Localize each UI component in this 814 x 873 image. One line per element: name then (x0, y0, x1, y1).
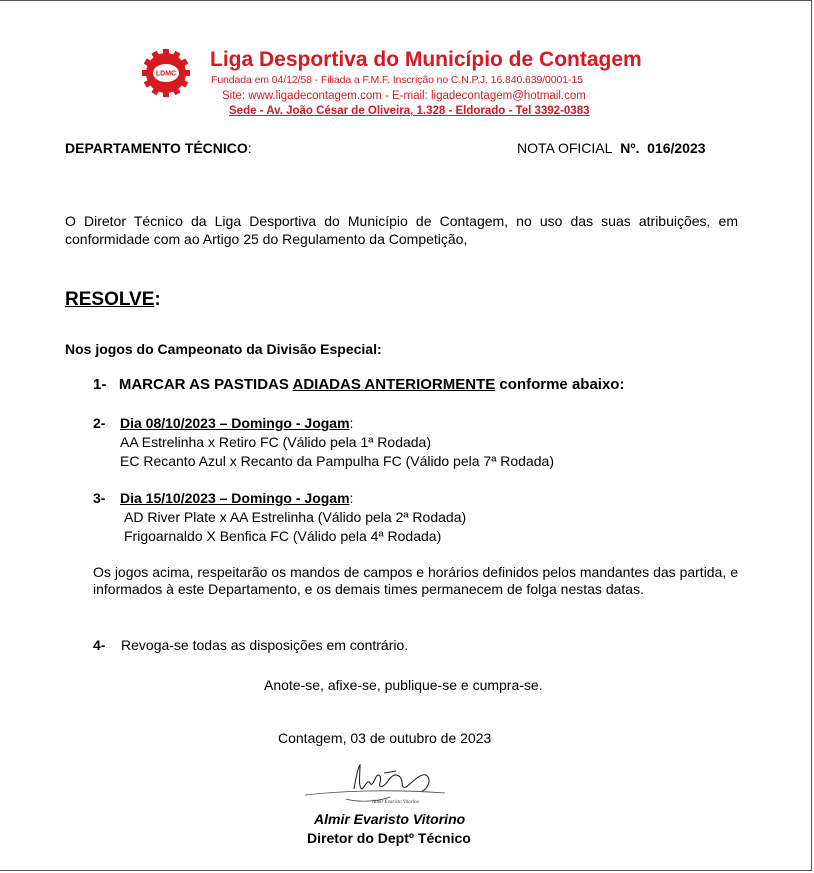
handwritten-signature (300, 759, 450, 819)
signatory-name: Almir Evaristo Vitorino (314, 811, 466, 827)
logo-text: LDMC (155, 70, 177, 78)
league-address: Sede - Av. João César de Oliveira, 1.328 - Eldorado - Tel 3392-0383 (229, 105, 590, 117)
item-2-game-1: AA Estrelinha x Retiro FC (Válido pela 1ª Rodada) (120, 434, 432, 450)
signatory-role: Diretor do Deptº Técnico (307, 830, 471, 846)
closing-formula: Anote-se, afixe-se, publique-se e cumpra-se. (264, 677, 543, 693)
item-3-game-2: Frigoarnaldo X Benfica FC (Válido pela 4ª Rodada) (124, 528, 442, 544)
item-3-game-1: AD River Plate x AA Estrelinha (Válido pela 2ª Rodada) (124, 509, 467, 525)
resolve-heading: RESOLVE: (65, 289, 161, 310)
league-contact: Site: www.ligadecontagem.com - E-mail: ligadecontagem@hotmail.com (222, 90, 586, 102)
nota-oficial: NOTA OFICIAL Nº. 016/2023 (517, 140, 706, 156)
item-2-day: Dia 08/10/2023 – Domingo - Jogam: (120, 415, 354, 431)
item-4: 4- Revoga-se todas as disposições em contrário. (93, 637, 409, 653)
subheading: Nos jogos do Campeonato da Divisão Especial: (65, 341, 382, 357)
item-3-day: Dia 15/10/2023 – Domingo - Jogam: (120, 490, 354, 506)
schedule-notes-paragraph: Os jogos acima, respeitarão os mandos de campos e horários definidos pelos mandantes das partida, e informados à este Departamento, e os demais times permanecem de folga nestas datas. (93, 564, 738, 597)
signature-stamp-text: Almir Evaristo Vitorino (372, 800, 420, 805)
intro-paragraph: O Diretor Técnico da Liga Desportiva do Município de Contagem, no uso das suas atribuições, em conformidade com ao Artigo 25 do Regulamento da Competição, (65, 213, 738, 247)
item-3-number: 3- (93, 490, 106, 506)
item-2-game-2: EC Recanto Azul x Recanto da Pampulha FC (Válido pela 7ª Rodada) (120, 453, 554, 469)
department-label: DEPARTAMENTO TÉCNICO: (65, 140, 252, 156)
document-date: Contagem, 03 de outubro de 2023 (278, 730, 492, 746)
item-2-number: 2- (93, 415, 106, 431)
league-founding-info: Fundada em 04/12/58 - Filiada a F.M.F. Inscrição no C.N.P.J. 16.840.639/0001-15 (211, 74, 583, 86)
item-1: 1- MARCAR AS PASTIDAS ADIADAS ANTERIORMENTE conforme abaixo: (93, 376, 625, 393)
league-title: Liga Desportiva do Município de Contagem (210, 48, 642, 71)
ldmc-logo (141, 48, 191, 98)
